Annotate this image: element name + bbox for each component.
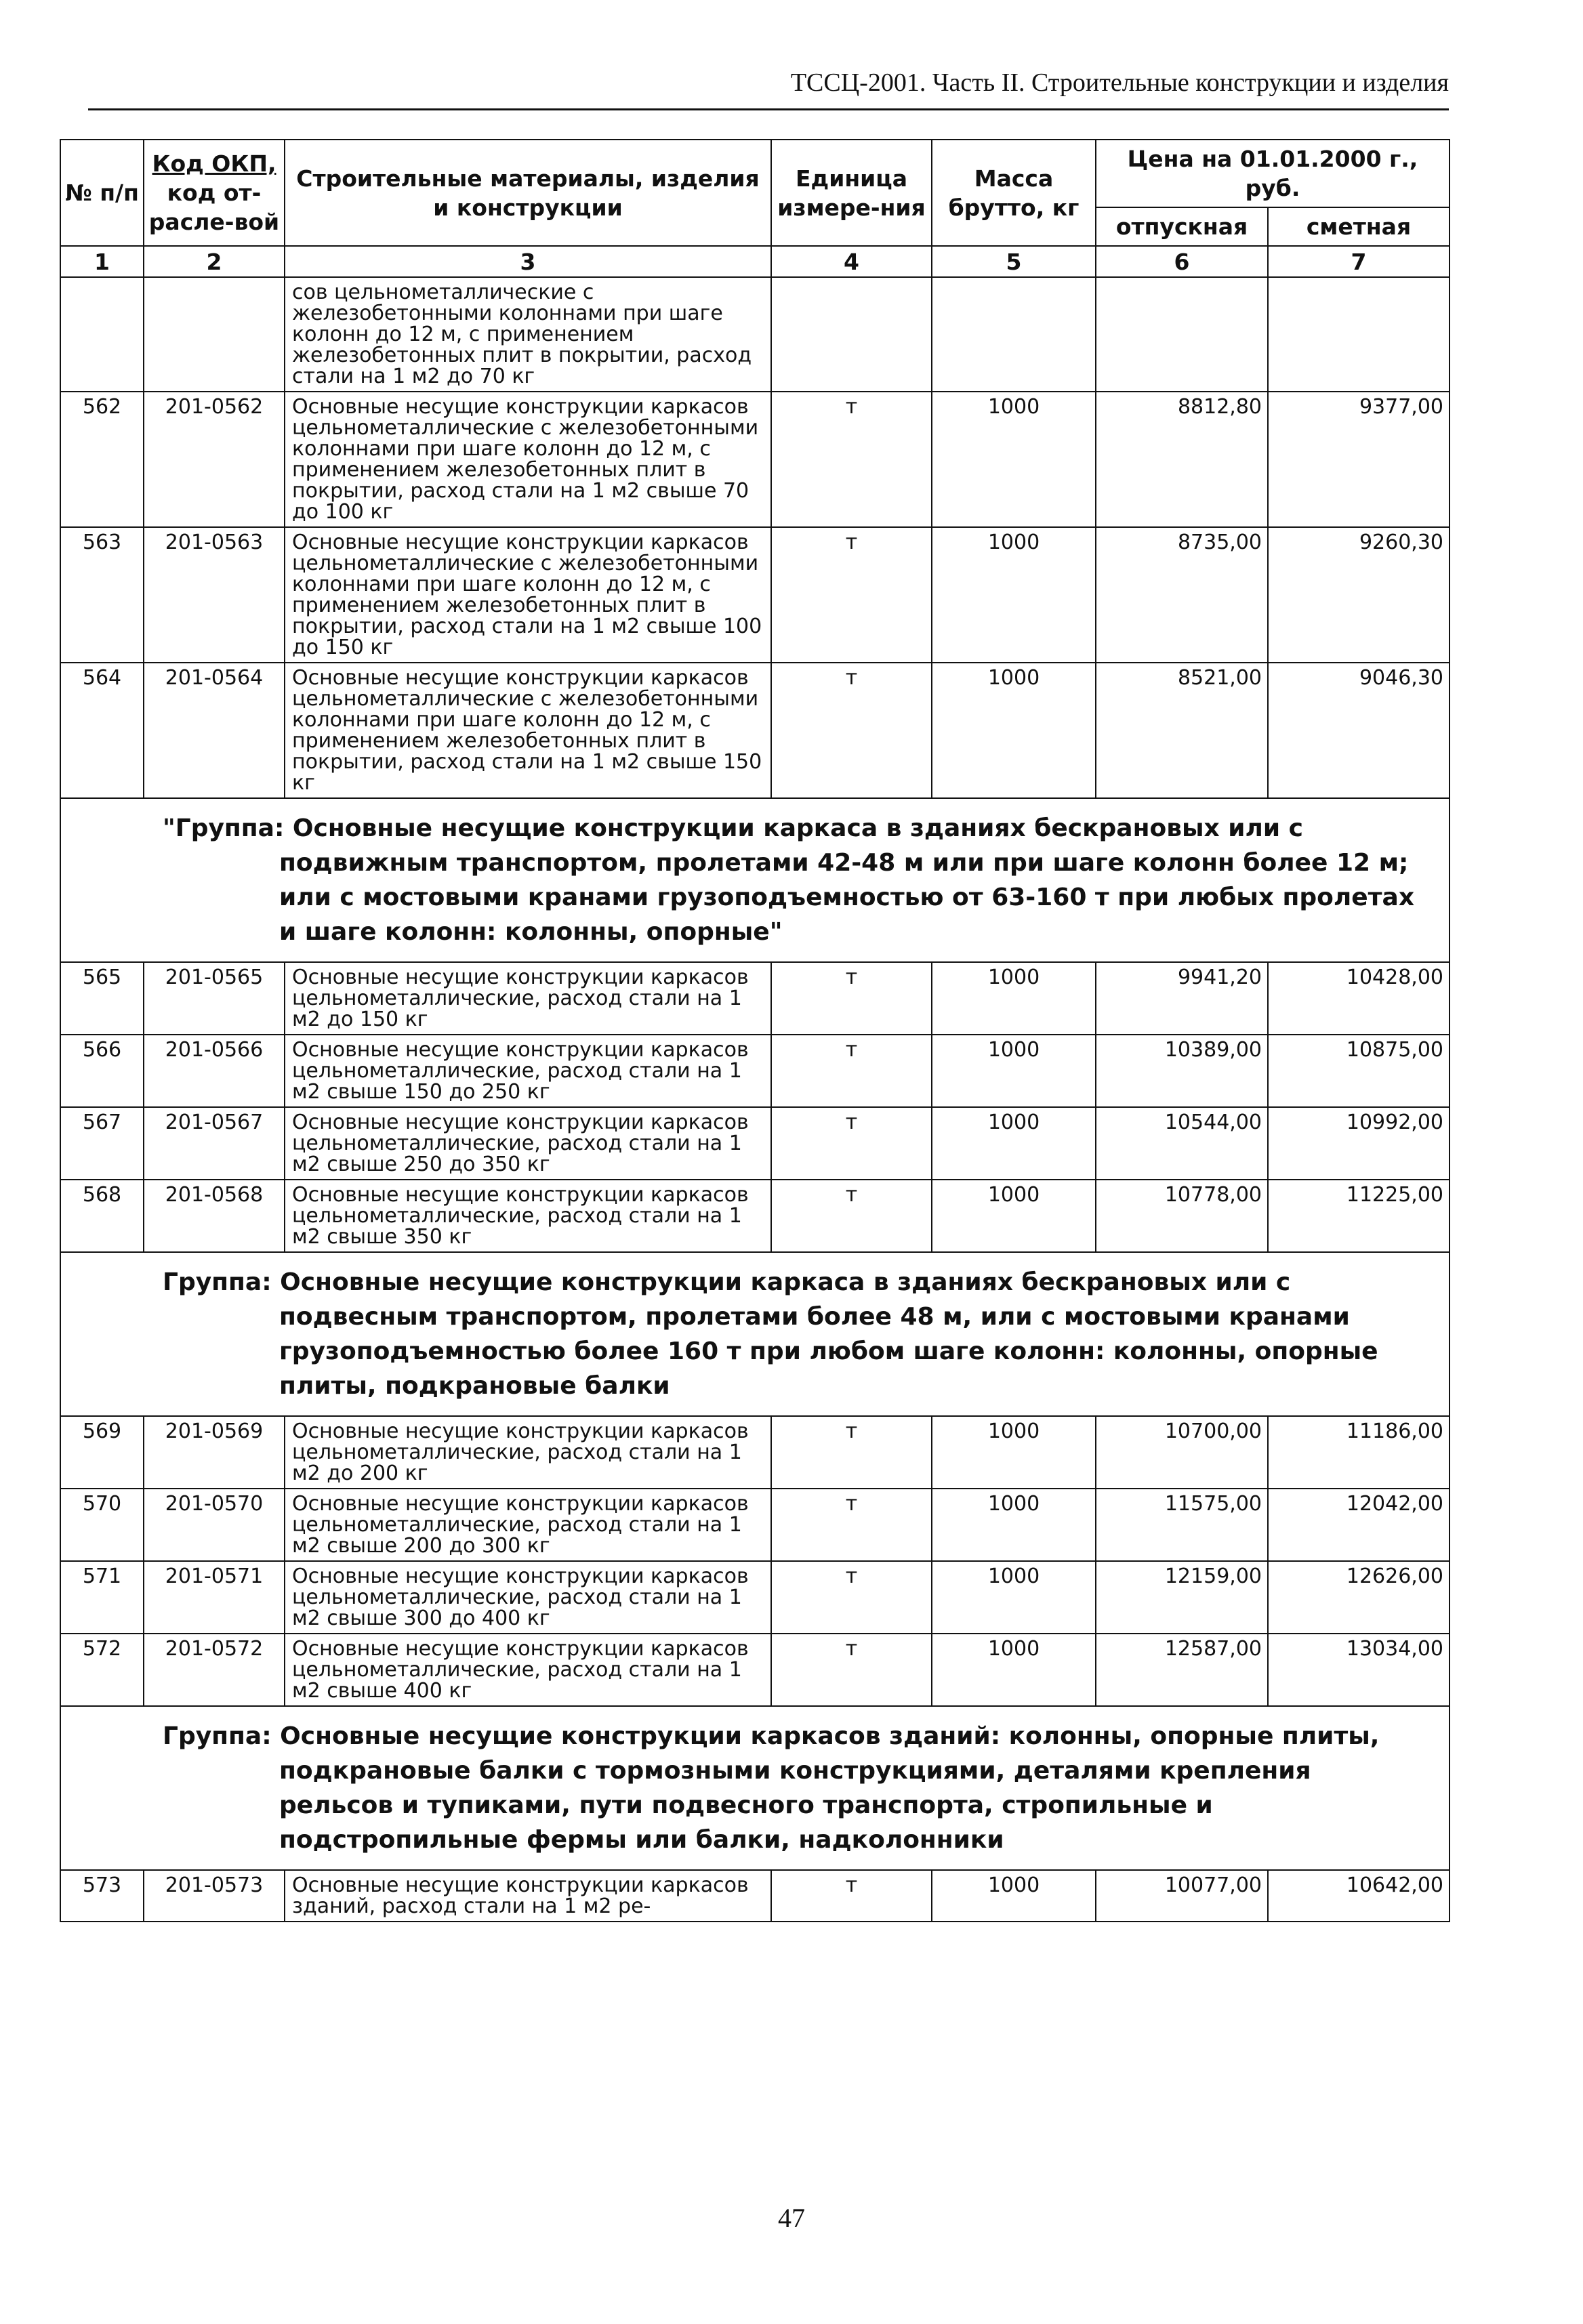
release-price: 11575,00 xyxy=(1096,1489,1268,1561)
mass: 1000 xyxy=(932,1416,1096,1489)
row-number: 573 xyxy=(60,1870,144,1922)
release-price: 12587,00 xyxy=(1096,1634,1268,1706)
unit: т xyxy=(771,1180,932,1252)
row-number: 568 xyxy=(60,1180,144,1252)
item-description: Основные несущие конструкции каркасов цельнометаллические, расход стали на 1 м2 свыше 400 кг xyxy=(285,1634,771,1706)
item-description: Основные несущие конструкции каркасов цельнометаллические, расход стали на 1 м2 свыше 350 кг xyxy=(285,1180,771,1252)
table-row xyxy=(60,1489,1450,1561)
unit: т xyxy=(771,962,932,1035)
row-number: 564 xyxy=(60,663,144,798)
release-price: 9941,20 xyxy=(1096,962,1268,1035)
table-row xyxy=(60,962,1450,1035)
row-number: 571 xyxy=(60,1561,144,1634)
item-description: Основные несущие конструкции каркасов цельнометаллические, расход стали на 1 м2 свыше 200 до 300 кг xyxy=(285,1489,771,1561)
release-price: 8812,80 xyxy=(1096,392,1268,527)
okp-code: 201-0562 xyxy=(144,392,285,527)
unit: т xyxy=(771,1416,932,1489)
col-header-okp-code: Код ОКП, xyxy=(152,150,276,177)
item-description: Основные несущие конструкции каркасов цельнометаллические с железобетонными колоннами при шаге колонн до 12 м, с применением железобетонных плит в покрытии, расход стали на 1 м2 свыше 100 до 150 кг xyxy=(285,527,771,663)
continuation-row xyxy=(60,277,1450,392)
col-header-okp-branch: код от-расле-вой xyxy=(148,180,280,235)
col-header-okp xyxy=(144,140,285,246)
row-number: 566 xyxy=(60,1035,144,1107)
column-number: 3 xyxy=(285,246,771,277)
estimate-price: 10642,00 xyxy=(1268,1870,1450,1922)
unit: т xyxy=(771,1107,932,1180)
table-row xyxy=(60,1634,1450,1706)
column-number: 6 xyxy=(1096,246,1268,277)
group-heading: Группа: Основные несущие конструкции каркаса в зданиях бескрановых или с подвесным транспортом, пролетами более 48 м, или с мостовыми кранами грузоподъемностью более 160 т при любом шаге колонн: колонны, опорные плиты, подкрановые балки xyxy=(60,1252,1450,1416)
okp-code: 201-0573 xyxy=(144,1870,285,1922)
estimate-price: 10875,00 xyxy=(1268,1035,1450,1107)
release-price: 10077,00 xyxy=(1096,1870,1268,1922)
price-table xyxy=(60,139,1450,1922)
table-row xyxy=(60,663,1450,798)
estimate-price: 11225,00 xyxy=(1268,1180,1450,1252)
table-row xyxy=(60,1870,1450,1922)
release-price: 8735,00 xyxy=(1096,527,1268,663)
mass: 1000 xyxy=(932,1035,1096,1107)
group-heading-row xyxy=(60,1706,1450,1870)
mass: 1000 xyxy=(932,1180,1096,1252)
row-number: 562 xyxy=(60,392,144,527)
group-heading-row xyxy=(60,798,1450,962)
column-number-row xyxy=(60,246,1450,277)
estimate-price: 12042,00 xyxy=(1268,1489,1450,1561)
unit: т xyxy=(771,1870,932,1922)
table-row xyxy=(60,527,1450,663)
column-number: 5 xyxy=(932,246,1096,277)
unit: т xyxy=(771,663,932,798)
col-header-price: Цена на 01.01.2000 г., руб. xyxy=(1096,140,1450,207)
unit: т xyxy=(771,1489,932,1561)
row-number: 565 xyxy=(60,962,144,1035)
estimate-price: 10428,00 xyxy=(1268,962,1450,1035)
table-row xyxy=(60,1416,1450,1489)
col-header-release-price: отпускная xyxy=(1096,207,1268,246)
table-body xyxy=(60,277,1450,1922)
row-number: 567 xyxy=(60,1107,144,1180)
col-header-material: Строительные материалы, изделия и конструкции xyxy=(285,140,771,246)
okp-code: 201-0572 xyxy=(144,1634,285,1706)
empty-cell xyxy=(1096,277,1268,392)
estimate-price: 9377,00 xyxy=(1268,392,1450,527)
mass: 1000 xyxy=(932,1107,1096,1180)
mass: 1000 xyxy=(932,962,1096,1035)
estimate-price: 12626,00 xyxy=(1268,1561,1450,1634)
release-price: 10778,00 xyxy=(1096,1180,1268,1252)
column-number: 7 xyxy=(1268,246,1450,277)
column-number: 2 xyxy=(144,246,285,277)
item-description: Основные несущие конструкции каркасов цельнометаллические, расход стали на 1 м2 до 150 кг xyxy=(285,962,771,1035)
okp-code: 201-0564 xyxy=(144,663,285,798)
column-number: 4 xyxy=(771,246,932,277)
estimate-price: 11186,00 xyxy=(1268,1416,1450,1489)
row-number: 572 xyxy=(60,1634,144,1706)
col-header-mass: Масса брутто, кг xyxy=(932,140,1096,246)
okp-code: 201-0566 xyxy=(144,1035,285,1107)
unit: т xyxy=(771,1561,932,1634)
page-number: 47 xyxy=(778,2203,805,2233)
table-row xyxy=(60,1035,1450,1107)
table-row xyxy=(60,1180,1450,1252)
unit: т xyxy=(771,527,932,663)
mass: 1000 xyxy=(932,527,1096,663)
item-description: Основные несущие конструкции каркасов цельнометаллические, расход стали на 1 м2 свыше 150 до 250 кг xyxy=(285,1035,771,1107)
estimate-price: 10992,00 xyxy=(1268,1107,1450,1180)
empty-cell xyxy=(771,277,932,392)
item-description: Основные несущие конструкции каркасов цельнометаллические с железобетонными колоннами при шаге колонн до 12 м, с применением железобетонных плит в покрытии, расход стали на 1 м2 свыше 150 кг xyxy=(285,663,771,798)
estimate-price: 9260,30 xyxy=(1268,527,1450,663)
item-description: Основные несущие конструкции каркасов цельнометаллические, расход стали на 1 м2 свыше 250 до 350 кг xyxy=(285,1107,771,1180)
mass: 1000 xyxy=(932,1489,1096,1561)
release-price: 10389,00 xyxy=(1096,1035,1268,1107)
continuation-description: сов цельнометаллические с железобетонными колоннами при шаге колонн до 12 м, с применением железобетонных плит в покрытии, расход стали на 1 м2 до 70 кг xyxy=(285,277,771,392)
page-header: ТССЦ-2001. Часть II. Строительные конструкции и изделия xyxy=(88,68,1449,110)
release-price: 8521,00 xyxy=(1096,663,1268,798)
group-heading: Группа: Основные несущие конструкции каркасов зданий: колонны, опорные плиты, подкрановые балки с тормозными конструкциями, деталями крепления рельсов и тупиками, пути подвесного транспорта, стропильные и подстропильные фермы или балки, надколонники xyxy=(60,1706,1450,1870)
col-header-estimate-price: сметная xyxy=(1268,207,1450,246)
unit: т xyxy=(771,1035,932,1107)
item-description: Основные несущие конструкции каркасов цельнометаллические, расход стали на 1 м2 свыше 300 до 400 кг xyxy=(285,1561,771,1634)
empty-cell xyxy=(144,277,285,392)
estimate-price: 9046,30 xyxy=(1268,663,1450,798)
okp-code: 201-0568 xyxy=(144,1180,285,1252)
empty-cell xyxy=(932,277,1096,392)
okp-code: 201-0569 xyxy=(144,1416,285,1489)
column-number: 1 xyxy=(60,246,144,277)
mass: 1000 xyxy=(932,1561,1096,1634)
table-row xyxy=(60,392,1450,527)
okp-code: 201-0570 xyxy=(144,1489,285,1561)
table-row xyxy=(60,1107,1450,1180)
mass: 1000 xyxy=(932,1634,1096,1706)
okp-code: 201-0571 xyxy=(144,1561,285,1634)
unit: т xyxy=(771,1634,932,1706)
col-header-unit: Единица измере-ния xyxy=(771,140,932,246)
table-row xyxy=(60,1561,1450,1634)
row-number: 570 xyxy=(60,1489,144,1561)
item-description: Основные несущие конструкции каркасов цельнометаллические, расход стали на 1 м2 до 200 кг xyxy=(285,1416,771,1489)
unit: т xyxy=(771,392,932,527)
item-description: Основные несущие конструкции каркасов цельнометаллические с железобетонными колоннами при шаге колонн до 12 м, с применением железобетонных плит в покрытии, расход стали на 1 м2 свыше 70 до 100 кг xyxy=(285,392,771,527)
mass: 1000 xyxy=(932,392,1096,527)
row-number: 569 xyxy=(60,1416,144,1489)
mass: 1000 xyxy=(932,1870,1096,1922)
row-number: 563 xyxy=(60,527,144,663)
release-price: 12159,00 xyxy=(1096,1561,1268,1634)
col-header-num: № п/п xyxy=(60,140,144,246)
okp-code: 201-0565 xyxy=(144,962,285,1035)
item-description: Основные несущие конструкции каркасов зданий, расход стали на 1 м2 ре- xyxy=(285,1870,771,1922)
okp-code: 201-0567 xyxy=(144,1107,285,1180)
estimate-price: 13034,00 xyxy=(1268,1634,1450,1706)
release-price: 10544,00 xyxy=(1096,1107,1268,1180)
price-table-sheet xyxy=(60,139,1449,1922)
okp-code: 201-0563 xyxy=(144,527,285,663)
empty-cell xyxy=(1268,277,1450,392)
group-heading-row xyxy=(60,1252,1450,1416)
empty-cell xyxy=(60,277,144,392)
group-heading: "Группа: Основные несущие конструкции каркаса в зданиях бескрановых или с подвижным транспортом, пролетами 42-48 м или при шаге колонн более 12 м; или с мостовыми кранами грузоподъемностью от 63-160 т при любых пролетах и шаге колонн: колонны, опорные" xyxy=(60,798,1450,962)
mass: 1000 xyxy=(932,663,1096,798)
release-price: 10700,00 xyxy=(1096,1416,1268,1489)
